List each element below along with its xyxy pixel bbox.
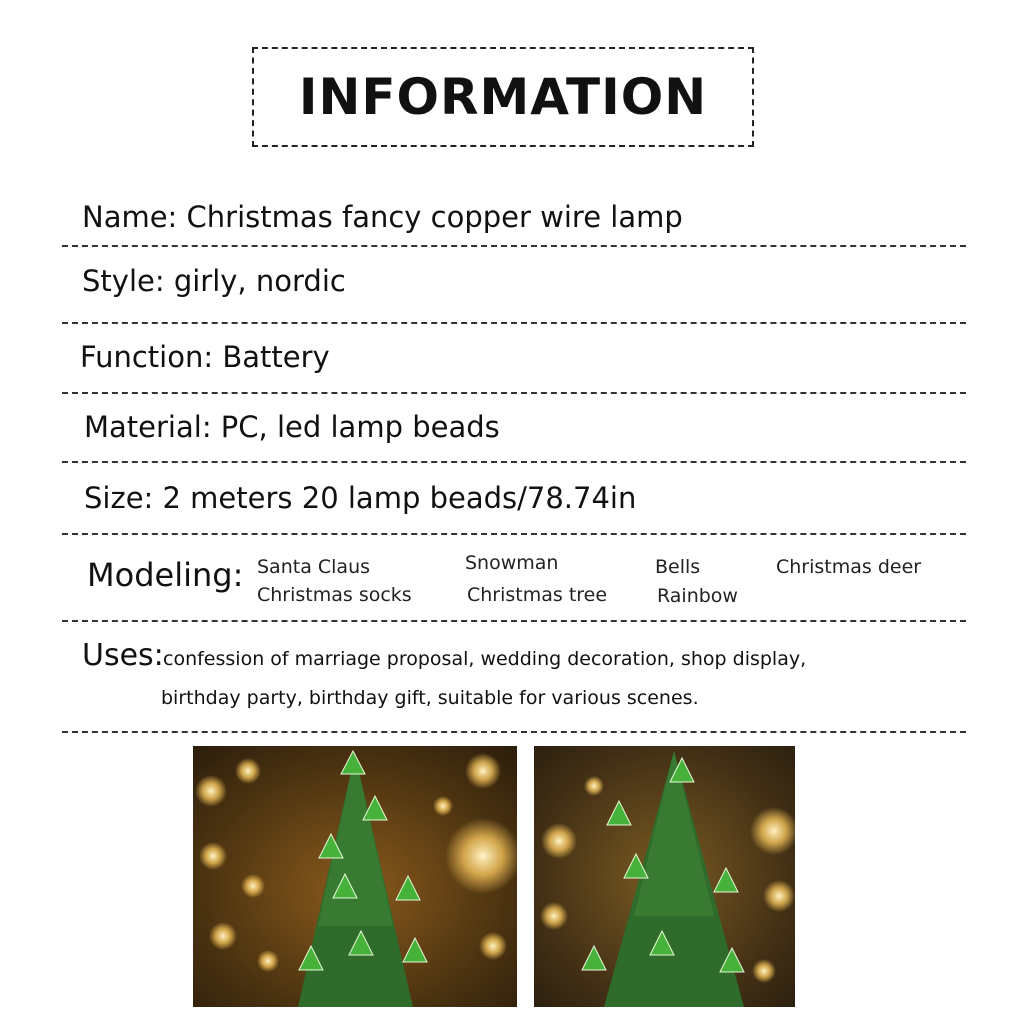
modeling-label: Modeling: (87, 556, 244, 594)
modeling-item: Christmas socks (257, 584, 412, 606)
divider (62, 461, 966, 463)
spec-function: Function: Battery (80, 340, 330, 374)
uses-text-line: birthday party, birthday gift, suitable for various scenes. (161, 687, 699, 709)
modeling-item: Christmas deer (776, 556, 922, 578)
modeling-item: Rainbow (657, 585, 738, 607)
divider (62, 731, 966, 733)
divider (62, 392, 966, 394)
modeling-item: Christmas tree (467, 584, 608, 606)
tree-photo-right (534, 746, 795, 1007)
title-box (252, 47, 754, 147)
modeling-item: Santa Claus (257, 556, 371, 578)
spec-size: Size: 2 meters 20 lamp beads/78.74in (84, 481, 637, 515)
spec-name: Name: Christmas fancy copper wire lamp (82, 200, 683, 234)
divider (62, 620, 966, 622)
uses-text-line: confession of marriage proposal, wedding decoration, shop display, (163, 648, 807, 670)
modeling-item: Snowman (465, 552, 559, 574)
uses-label: Uses: (82, 638, 164, 673)
tree-photo-left (193, 746, 517, 1007)
divider (62, 245, 966, 247)
page-title: INFORMATION (298, 68, 708, 126)
spec-style: Style: girly, nordic (82, 264, 346, 298)
divider (62, 322, 966, 324)
modeling-item: Bells (655, 556, 701, 578)
spec-material: Material: PC, led lamp beads (84, 410, 500, 444)
divider (62, 533, 966, 535)
